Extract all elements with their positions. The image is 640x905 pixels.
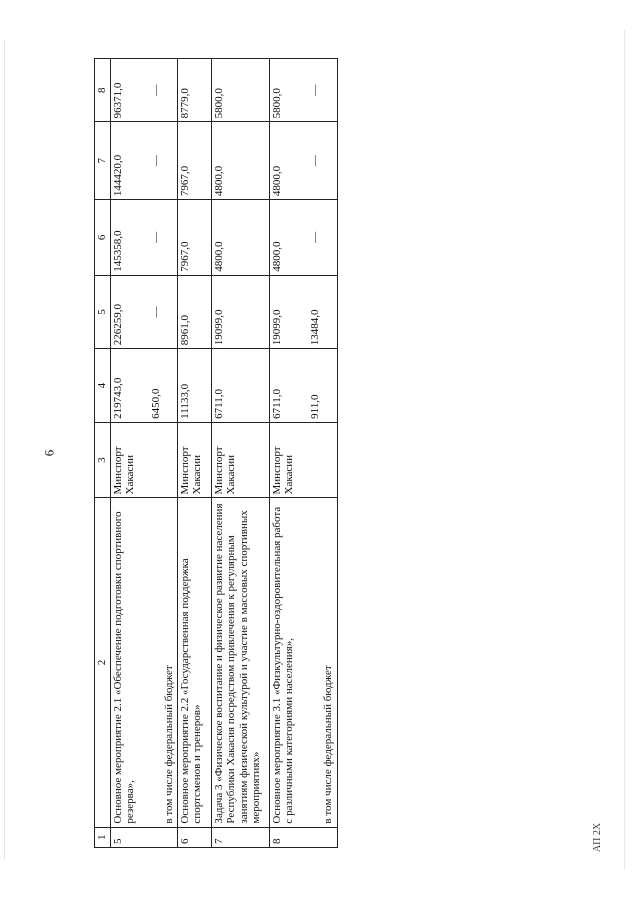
header-cell-2: 2 [95,498,111,827]
row-value: 4800,0 [211,122,269,200]
row-value [269,275,337,349]
value-total: 226259,0 [111,304,124,346]
row-name: Задача 3 «Физическое воспитание и физическое развитие населения Республики Хакасия посредством привлечения к регулярным занятиям физической культурой и участие в массовых спортивных мероприятиях» [211,498,269,827]
header-cell-7: 7 [95,122,111,200]
row-value [269,349,337,423]
row-number: 5 [110,827,177,847]
row-value: 7967,0 [177,122,211,200]
row-value: 19099,0 [211,275,269,349]
value-federal: — [309,84,322,96]
value-federal: 911,0 [309,394,322,419]
row-name: Основное мероприятие 2.2 «Государственная поддержка спортсменов и тренеров» [177,498,211,827]
header-cell-6: 6 [95,200,111,276]
row-value [269,200,337,276]
row-value [269,59,337,122]
row-value: 6711,0 [211,349,269,423]
value-total: 6711,0 [270,389,283,419]
value-federal: 13484,0 [309,309,322,346]
scan-artifact-line [624,30,625,870]
header-cell-8: 8 [95,59,111,122]
footer-mark: АП 2Х [592,822,604,853]
rotated-table-container [94,58,334,848]
row-number: 8 [269,827,337,847]
row-value [110,59,177,122]
row-value: 7967,0 [177,200,211,276]
row-executor: Минспорт Хакасии [269,422,337,498]
row-number: 7 [211,827,269,847]
row-value: 11133,0 [177,349,211,423]
value-federal: — [150,155,163,167]
row-executor: Минспорт Хакасии [211,422,269,498]
row-value: 8961,0 [177,275,211,349]
value-total: 5800,0 [270,88,283,119]
row-name-text: Основное мероприятие 3.1 «Физкультурно-оздоровительная работа с различными категориями населения», [270,506,296,824]
page-number: 6 [41,449,57,457]
row-executor: Минспорт Хакасии [110,422,177,498]
header-row [95,59,111,848]
scan-artifact-line [4,40,5,860]
row-sub-text: в том числе федеральный бюджет [162,665,175,824]
row-value [110,349,177,423]
row-name [269,498,337,827]
table-row [269,59,337,848]
row-value [110,275,177,349]
header-cell-3: 3 [95,422,111,498]
row-value: 4800,0 [211,200,269,276]
row-value: 8779,0 [177,59,211,122]
value-federal: 6450,0 [150,388,163,419]
header-cell-1: 1 [95,827,111,847]
rotated-table [94,58,334,848]
value-total: 4800,0 [270,241,283,272]
value-total: 219743,0 [111,377,124,419]
table-row [211,59,269,848]
value-federal: — [150,84,163,96]
header-cell-5: 5 [95,275,111,349]
value-federal: — [150,231,163,243]
row-number: 6 [177,827,211,847]
value-total: 145358,0 [111,230,124,272]
row-value: 5800,0 [211,59,269,122]
row-executor: Минспорт Хакасии [177,422,211,498]
header-cell-4: 4 [95,349,111,423]
value-total: 144420,0 [111,154,124,197]
row-sub-text: в том числе федеральный бюджет [321,665,334,824]
value-federal: — [309,155,322,167]
table-row [177,59,211,848]
program-table [94,58,338,848]
value-total: 4800,0 [270,165,283,197]
value-total: 19099,0 [270,309,283,346]
row-name-text: Основное мероприятие 2.1 «Обеспечение подготовки спортивного резерва», [111,511,137,824]
value-federal: — [309,231,322,243]
value-federal: — [150,306,163,318]
value-total: 96371,0 [111,82,124,119]
row-value [110,200,177,276]
row-value [269,122,337,200]
row-name [110,498,177,827]
table-row [110,59,177,848]
row-value [110,122,177,200]
